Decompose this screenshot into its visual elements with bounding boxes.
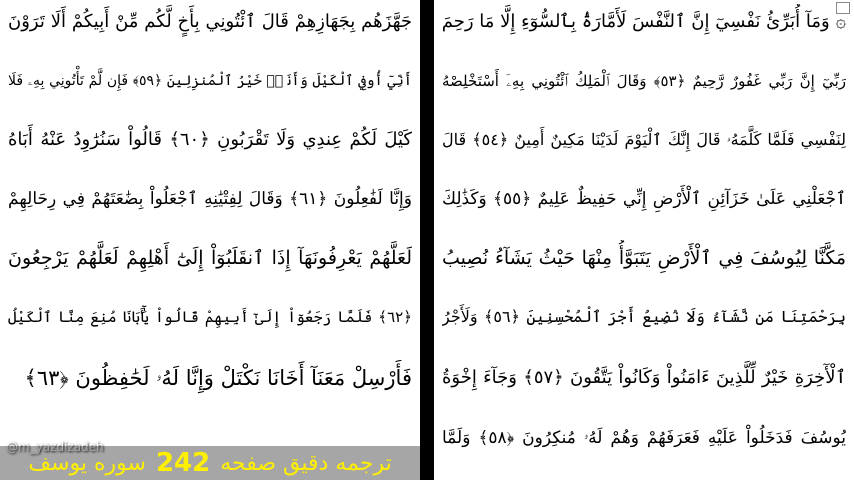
caption-page-number: 242 <box>155 448 211 478</box>
right-line-3: لِنَفْسِي فَلَمَّا كَلَّمَهُۥ قَالَ إِنَّكَ ٱلْيَوْمَ لَدَيْنَا مَكِينٌ أَمِينٌ ﴿٥٤﴾ قَالَ <box>442 130 846 149</box>
left-line-6: ﴿٦٢﴾ فَلَمَّا رَجَعُوٓاْ إِلَىٰٓ أَبِيهِمْ قَالُواْ يَٰٓأَبَانَا مُنِعَ مِنَّا ٱلْكَيْلُ <box>8 308 412 326</box>
right-line-6: بِرَحْمَتِنَا مَن نَّشَآءُ وَلَا نُضِيعُ أَجْرَ ٱلْمُحْسِنِينَ ﴿٥٦﴾ وَلَأَجْرُ <box>442 307 846 326</box>
left-page <box>0 0 420 480</box>
caption-surah: سوره یوسف <box>28 450 146 476</box>
right-line-1: ۞ وَمَآ أُبَرِّئُ نَفْسِيٓ إِنَّ ٱلنَّفْسَ لَأَمَّارَةُۢ بِٱلسُّوٓءِ إِلَّا مَا رَحِمَ <box>442 11 846 32</box>
right-line-4: ٱجْعَلْنِي عَلَىٰ خَزَآئِنِ ٱلْأَرْضِ إِنِّي حَفِيظٌ عَلِيمٌ ﴿٥٥﴾ وَكَذَٰلِكَ <box>442 189 846 209</box>
caption-prefix: ترجمه دقیق صفحه <box>220 450 392 476</box>
caption-bar <box>0 446 420 480</box>
left-line-7: فَأَرْسِلْ مَعَنَآ أَخَانَا نَكْتَلْ وَإِنَّا لَهُۥ لَحَٰفِظُونَ ﴿٦٣﴾ <box>24 366 412 390</box>
right-line-2: رَبِّيٓ إِنَّ رَبِّي غَفُورٌ رَّحِيمٌ ﴿٥٣﴾ وَقَالَ ٱلْمَلِكُ ٱئْتُونِي بِهِۦٓ أَسْتَخْلِصْهُ <box>442 72 846 90</box>
left-line-5: لَعَلَّهُمْ يَعْرِفُونَهَآ إِذَا ٱنقَلَبُوٓاْ إِلَىٰٓ أَهْلِهِمْ لَعَلَّهُمْ يَرْجِعُونَ <box>8 247 412 269</box>
left-line-1: جَهَّزَهُم بِجَهَازِهِمْ قَالَ ٱئْتُونِي بِأَخٍ لَّكُم مِّنْ أَبِيكُمْ أَلَا تَرَوْنَ <box>8 11 412 32</box>
left-line-2: أَنِّيٓ أُوفِي ٱلْكَيْلَ وَأَنَا۠ خَيْرُ ٱلْمُنزِلِينَ ﴿٥٩﴾ فَإِن لَّمْ تَأْتُونِي بِهِۦ فَلَا <box>8 73 412 89</box>
right-page <box>434 0 854 480</box>
left-line-4: وَإِنَّا لَفَٰعِلُونَ ﴿٦١﴾ وَقَالَ لِفِتْيَٰنِهِ ٱجْعَلُواْ بِضَٰعَتَهُمْ فِي رِحَالِهِمْ <box>8 189 412 209</box>
right-line-5: مَكَّنَّا لِيُوسُفَ فِي ٱلْأَرْضِ يَتَبَوَّأُ مِنْهَا حَيْثُ يَشَآءُ نُصِيبُ <box>442 247 846 269</box>
page-divider <box>420 0 434 480</box>
right-line-7: ٱلْأٓخِرَةِ خَيْرٌ لِّلَّذِينَ ءَامَنُواْ وَكَانُواْ يَتَّقُونَ ﴿٥٧﴾ وَجَآءَ إِخْوَةُ <box>442 367 846 388</box>
right-line-8: يُوسُفَ فَدَخَلُواْ عَلَيْهِ فَعَرَفَهُمْ وَهُمْ لَهُۥ مُنكِرُونَ ﴿٥٨﴾ وَلَمَّا <box>442 428 846 448</box>
left-line-3: كَيْلَ لَكُمْ عِندِي وَلَا تَقْرَبُونِ ﴿٦٠﴾ قَالُواْ سَنُرَٰوِدُ عَنْهُ أَبَاهُ <box>8 129 412 150</box>
watermark-handle: @m_yazdizadeh <box>6 440 104 454</box>
